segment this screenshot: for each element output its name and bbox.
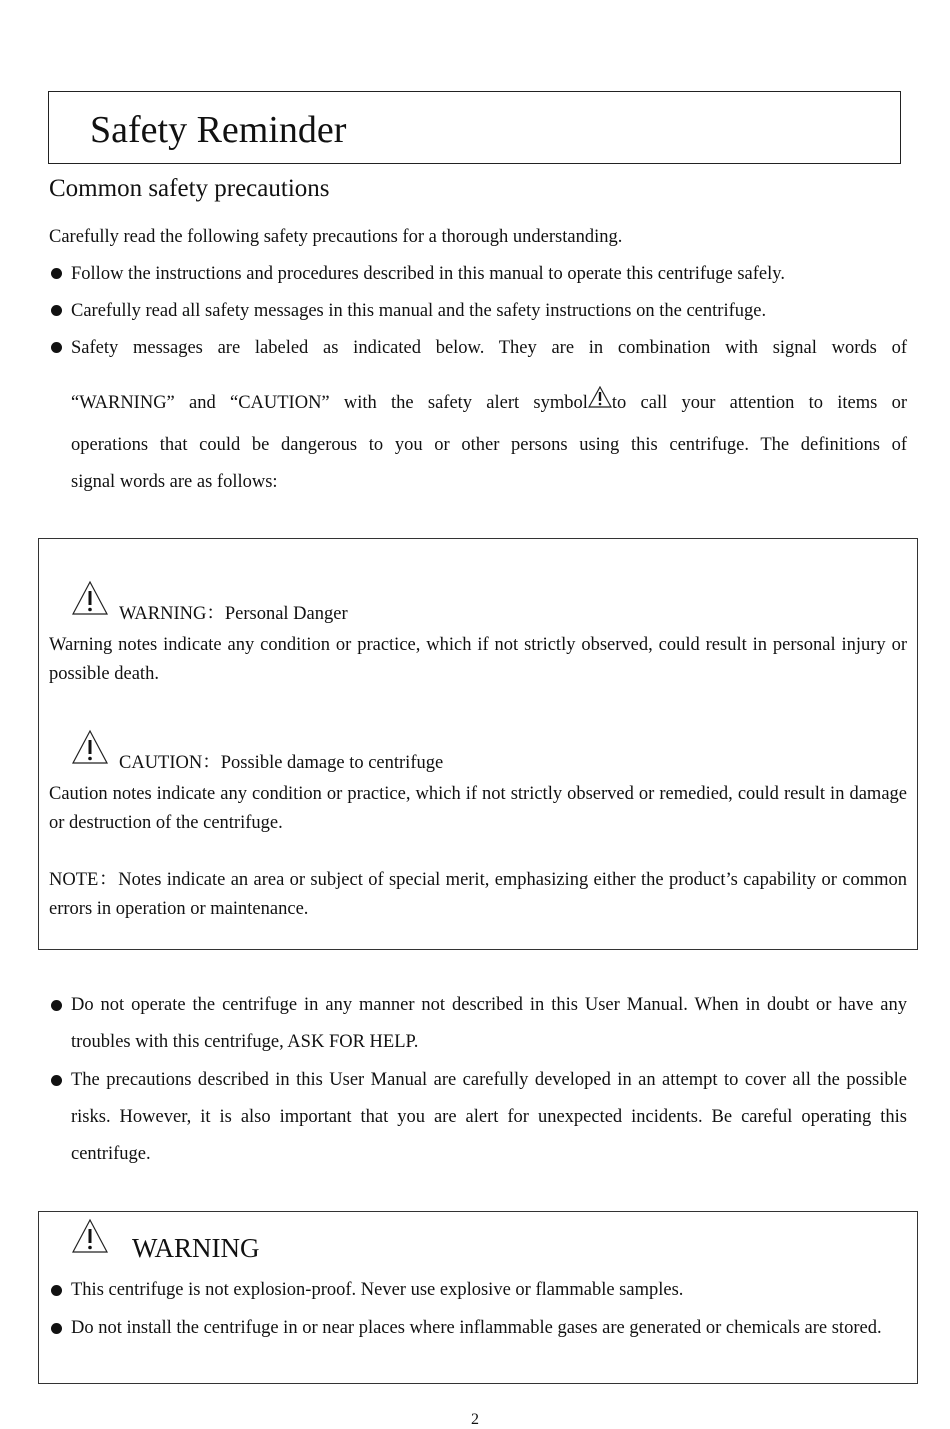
warning-heading: WARNING: [132, 1233, 260, 1263]
list-item-text: Do not operate the centrifuge in any manner not described in this User Manual. When in doubt or have any troubles with this centrifuge, ASK FOR HELP.: [71, 995, 907, 1052]
bullet-icon: [51, 1323, 62, 1334]
list-item-text: Follow the instructions and procedures described in this manual to operate this centrifuge safely.: [71, 264, 785, 284]
page-number: 2: [471, 1411, 479, 1428]
signal-line-2: [71, 386, 907, 417]
bullet-icon: [51, 342, 62, 353]
list-item-text: This centrifuge is not explosion-proof. Never use explosive or flammable samples.: [71, 1280, 684, 1300]
list-item-text: Do not install the centrifuge in or near places where inflammable gases are generated or chemicals are stored.: [71, 1318, 882, 1338]
caution-label: CAUTION：Possible damage to centrifuge: [119, 753, 444, 773]
list-item: [49, 336, 907, 496]
list-item: [49, 993, 907, 1063]
warning-triangle-icon: [71, 1218, 109, 1254]
warning-label: WARNING：Personal Danger: [119, 604, 348, 624]
warning-definition: Warning notes indicate any condition or practice, which if not strictly observed, could result in personal injury or possible death.: [49, 635, 907, 684]
safety-alert-icon: [588, 386, 612, 408]
list-item: [49, 1278, 907, 1302]
bullet-icon: [51, 1000, 62, 1011]
page-title: Safety Reminder: [90, 109, 347, 151]
list-item-text: Carefully read all safety messages in this manual and the safety instructions on the centrifuge.: [71, 301, 767, 321]
list-item: [49, 1068, 907, 1178]
bullet-icon: [51, 305, 62, 316]
list-item-text: The precautions described in this User Manual are carefully developed in an attempt to cover all the possible risks. However, it is also important that you are alert for unexpected incidents. Be careful operating this centrifuge.: [71, 1070, 907, 1164]
intro-text: Carefully read the following safety precautions for a thorough understanding.: [49, 227, 623, 247]
list-item-text: [71, 336, 907, 360]
signal-line-2-before: “WARNING” and “CAUTION” with the safety alert symbol: [71, 393, 588, 413]
caution-definition: Caution notes indicate any condition or practice, which if not strictly observed or remedied, could result in damage or destruction of the centrifuge.: [49, 784, 907, 833]
signal-line-2-after: to call your attention to items or: [611, 393, 907, 413]
signal-line-3: operations that could be dangerous to you or other persons using this centrifuge. The definitions of: [71, 435, 907, 455]
signal-line-4: signal words are as follows:: [71, 472, 278, 492]
bullet-icon: [51, 1075, 62, 1086]
list-item: [49, 1316, 907, 1376]
warning-triangle-icon: [71, 580, 109, 616]
section-heading: Common safety precautions: [49, 175, 330, 202]
caution-triangle-icon: [71, 729, 109, 765]
list-item: [49, 262, 907, 286]
signal-line-1: Safety messages are labeled as indicated below. They are in combination with signal words of: [71, 338, 907, 358]
bullet-icon: [51, 1285, 62, 1296]
bullet-icon: [51, 268, 62, 279]
note-definition: NOTE：Notes indicate an area or subject of special merit, emphasizing either the product’s capability or common errors in operation or maintenance.: [49, 870, 907, 919]
list-item: [49, 299, 907, 323]
